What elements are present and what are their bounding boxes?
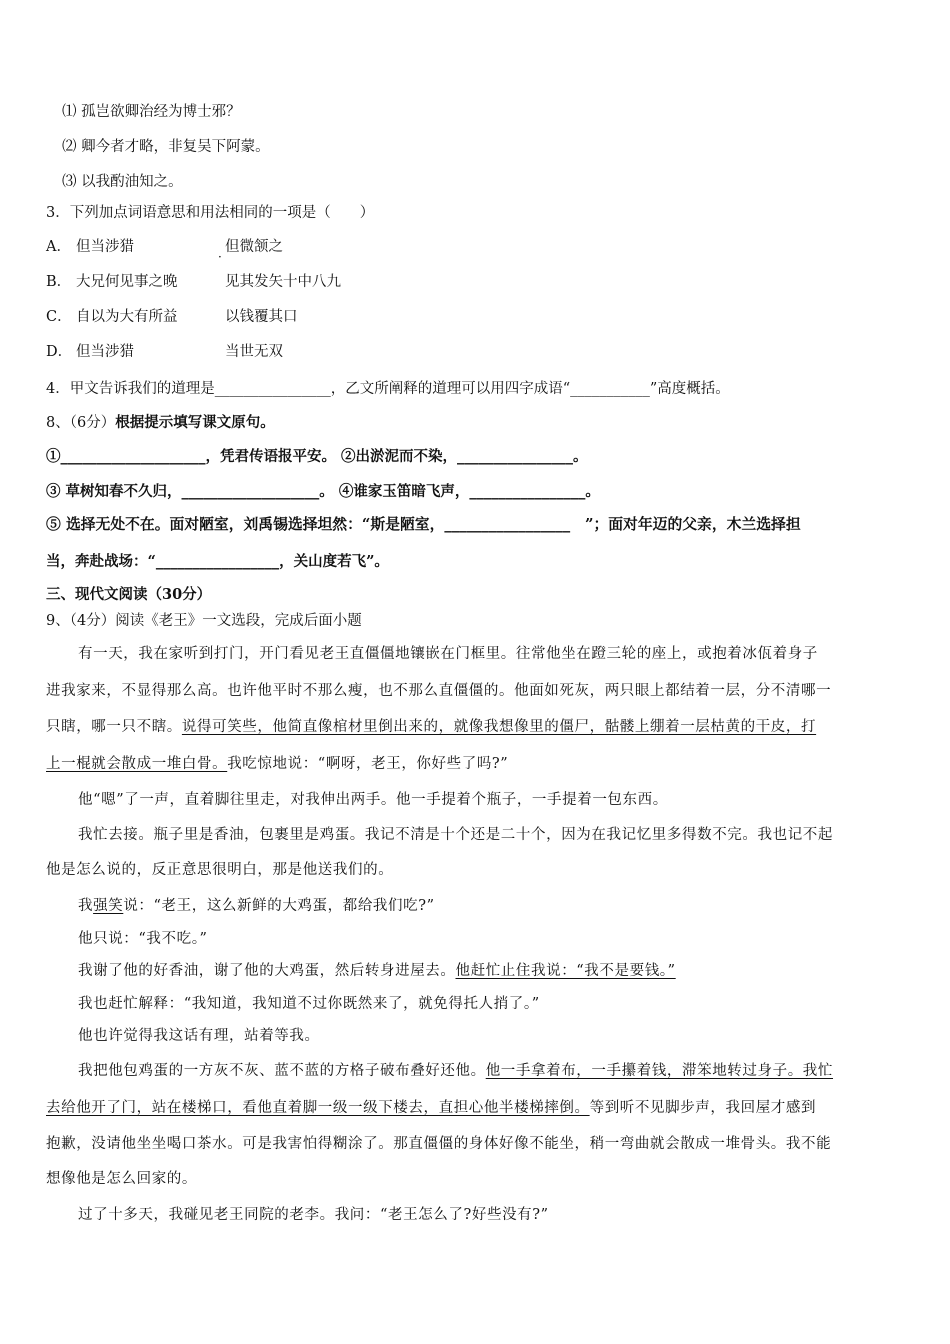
q2-item-2: ⑵ 卿今者才略，非复吴下阿蒙。 [62,139,270,155]
q3-option-a-right: 但微颔之 [225,239,283,255]
q3-option-b-label: B． [46,274,72,290]
passage-p5: 他只说：“我不吃。” [78,931,208,947]
underlined-sentence: 他一手拿着布，一手攥着钱，滞笨地转过身子。我忙 [485,1063,834,1079]
q3-option-d-label: D． [46,344,73,360]
passage-p9-line-4: 想像他是怎么回家的。 [46,1171,197,1187]
q3-option-b-left: 大兄何见事之晚 [76,274,178,290]
q3-option-a-label: A． [46,239,71,255]
emphasis-dot-mark: · [218,250,222,264]
q2-item-3: ⑶ 以我酌油知之。 [62,174,183,190]
passage-text: 我吃惊地说：“啊呀，老王，你好些了吗?” [227,756,509,772]
passage-text: 我谢了他的好香油，谢了他的大鸡蛋，然后转身进屋去。 [78,963,456,979]
q8-line-2: ③ 草树知春不久归，___________________。 ④谁家玉笛暗飞声，________________。 [46,483,600,500]
passage-text: 我 [78,898,94,914]
passage-p9-line-1 [78,1061,833,1081]
passage-p9-line-2 [46,1098,816,1118]
q4-text: 4．甲文告诉我们的道理是________________，乙文所阐释的道理可以用四字成语“___________”高度概括。 [46,381,730,397]
passage-text: 等到听不见脚步声，我回屋才感到 [589,1100,817,1116]
passage-text: 我把他包鸡蛋的一方灰不灰、蓝不蓝的方格子破布叠好还他。 [78,1063,486,1079]
passage-p10: 过了十多天，我碰见老王同院的老李。我问：“老王怎么了?好些没有?” [78,1207,549,1223]
passage-p3-line-1: 我忙去接。瓶子里是香油，包裹里是鸡蛋。我记不清是十个还是二十个，因为在我记忆里多得数不完。我也记不起 [78,827,833,843]
q3-option-c-right: 以钱覆其口 [225,309,298,325]
q3-option-c-label: C． [46,309,72,325]
passage-p1-line-4 [46,754,508,774]
q9-instruction: 9、（4分）阅读《老王》一文选段，完成后面小题 [46,613,362,629]
q3-option-b-right: 见其发矢十中八九 [225,274,341,290]
passage-p7: 我也赶忙解释：“我知道，我知道不过你既然来了，就免得托人捎了。” [78,996,540,1012]
q2-item-1: ⑴ 孤岂欲卿治经为博士邪？ [62,104,241,120]
passage-p8: 他也许觉得我这话有理，站着等我。 [78,1028,320,1044]
passage-p3-line-2: 他是怎么说的，反正意思很明白，那是他送我们的。 [46,862,394,878]
passage-p1-line-3 [46,717,816,737]
section-3-title: 三、现代文阅读（30分） [46,586,212,603]
q8-line-4: 当，奔赴战场：“_________________，关山度若飞”。 [46,553,389,570]
passage-p9-line-3: 抱歉，没请他坐坐喝口茶水。可是我害怕得糊涂了。那直僵僵的身体好像不能坐，稍一弯曲就会散成一堆骨头。我不能 [46,1136,832,1152]
passage-p2: 他“嗯”了一声，直着脚往里走，对我伸出两手。他一手提着个瓶子，一手提着一包东西。 [78,792,668,808]
underlined-sentence: 上一棍就会散成一堆白骨。 [46,756,228,772]
underlined-word: 强笑 [93,898,124,914]
passage-p1-line-1: 有一天，我在家听到打门，开门看见老王直僵僵地镶嵌在门框里。往常他坐在蹬三轮的座上，或抱着冰佤着身子 [78,646,818,662]
q3-option-d-left: 但当涉猎 [76,344,134,360]
q8-number: 8、（6分） [46,415,116,431]
passage-p1-line-2: 进我家来，不显得那么高。也许他平时不那么瘦，也不那么直僵僵的。他面如死灰，两只眼上都结着一层，分不清哪一 [46,683,832,699]
underlined-sentence: 说得可笑些，他简直像棺材里倒出来的，就像我想像里的僵尸，骷髅上绷着一层枯黄的干皮，打 [181,719,817,735]
q8-title [46,413,275,433]
passage-p6 [78,961,676,981]
q8-line-3: ⑤ 选择无处不在。面对陋室，刘禹锡选择坦然：“斯是陋室，_________________ ”；面对年迈的父亲，木兰选择担 [46,516,801,533]
underlined-sentence: 他赶忙止住我说：“我不是要钱。” [455,963,676,979]
underlined-sentence: 去给他开了门，站在楼梯口，看他直着脚一级一级下楼去，直担心他半楼梯摔倒。 [46,1100,590,1116]
q3-option-d-right: 当世无双 [225,344,283,360]
q3-option-c-left: 自以为大有所益 [76,309,178,325]
q8-line-1: ①____________________，凭君传语报平安。 ②出淤泥而不染，________________。 [46,448,588,465]
passage-p4 [78,896,435,916]
q3-stem: 3．下列加点词语意思和用法相同的一项是（ ） [46,205,375,221]
passage-text: 只瞎，哪一只不瞎。 [46,719,182,735]
passage-text: 说：“老王，这么新鲜的大鸡蛋，都给我们吃?” [123,898,435,914]
q3-option-a-left: 但当涉猎 [76,239,134,255]
q8-instruction: 根据提示填写课文原句。 [115,414,275,431]
